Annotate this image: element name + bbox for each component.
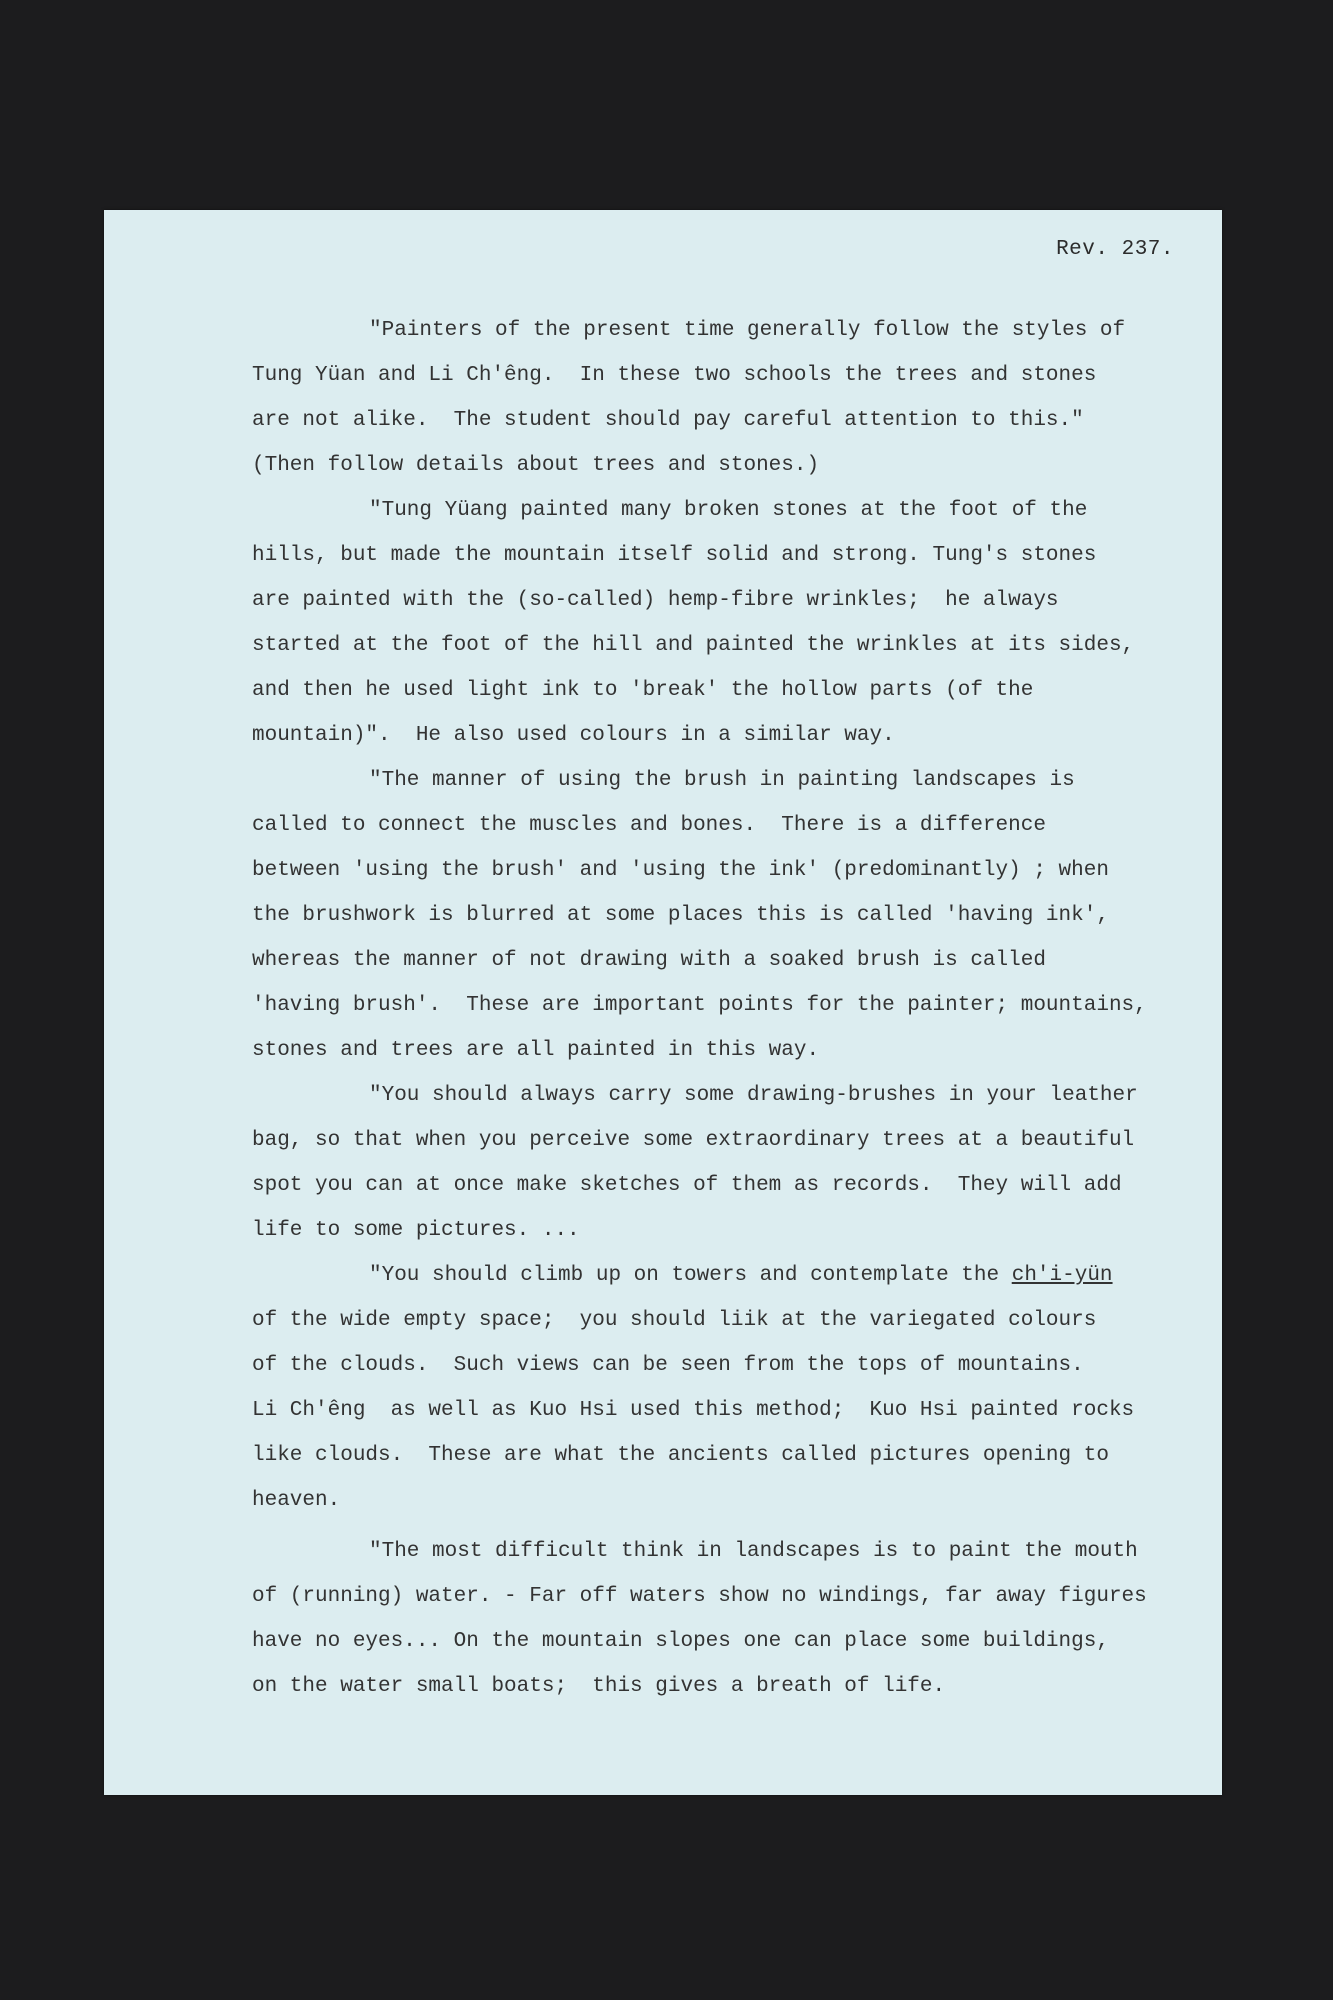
text-line: "You should always carry some drawing-brushes in your leather	[369, 1084, 1138, 1107]
text-line: of (running) water. - Far off waters show no windings, far away figures	[252, 1585, 1147, 1608]
text-line: heaven.	[252, 1489, 341, 1512]
paragraph	[252, 758, 1212, 1073]
paragraph	[252, 1253, 1212, 1523]
paragraph	[252, 1073, 1212, 1253]
text-line: Li Ch'êng as well as Kuo Hsi used this method; Kuo Hsi painted rocks	[252, 1399, 1135, 1422]
underlined-term: ch'i-yün	[1011, 1264, 1113, 1287]
text-line: between 'using the brush' and 'using the ink' (predominantly) ; when	[252, 859, 1109, 882]
text-line: life to some pictures. ...	[252, 1219, 580, 1242]
text-line: 'having brush'. These are important points for the painter; mountains,	[252, 994, 1147, 1017]
body-text	[252, 308, 1212, 1709]
document-page	[104, 210, 1222, 1795]
text-line: are painted with the (so-called) hemp-fibre wrinkles; he always	[252, 589, 1059, 612]
text-line: (Then follow details about trees and stones.)	[252, 454, 820, 477]
paragraph	[252, 308, 1212, 488]
text-line: stones and trees are all painted in this way.	[252, 1039, 820, 1062]
text-line: called to connect the muscles and bones. There is a difference	[252, 814, 1046, 837]
text-line: hills, but made the mountain itself solid and strong. Tung's stones	[252, 544, 1097, 567]
paragraph	[252, 488, 1212, 758]
text-line: bag, so that when you perceive some extraordinary trees at a beautiful	[252, 1129, 1135, 1152]
paragraph	[252, 1529, 1212, 1709]
text-line: like clouds. These are what the ancients called pictures opening to	[252, 1444, 1109, 1467]
text-line: Tung Yüan and Li Ch'êng. In these two schools the trees and stones	[252, 364, 1097, 387]
text-line: on the water small boats; this gives a breath of life.	[252, 1675, 946, 1698]
text-line: started at the foot of the hill and painted the wrinkles at its sides,	[252, 634, 1135, 657]
text-line: "The manner of using the brush in painting landscapes is	[369, 769, 1075, 792]
text-line: the brushwork is blurred at some places this is called 'having ink',	[252, 904, 1109, 927]
text-line: whereas the manner of not drawing with a soaked brush is called	[252, 949, 1046, 972]
text-line: have no eyes... On the mountain slopes one can place some buildings,	[252, 1630, 1109, 1653]
text-line: of the clouds. Such views can be seen from the tops of mountains.	[252, 1354, 1084, 1377]
page-number: Rev. 237.	[1056, 238, 1174, 261]
text-line: of the wide empty space; you should liik at the variegated colours	[252, 1309, 1097, 1332]
text-line	[252, 1253, 1212, 1298]
text-line: are not alike. The student should pay careful attention to this."	[252, 409, 1084, 432]
text-line: mountain)". He also used colours in a similar way.	[252, 724, 895, 747]
text-line: and then he used light ink to 'break' the hollow parts (of the	[252, 679, 1034, 702]
text-line: spot you can at once make sketches of them as records. They will add	[252, 1174, 1122, 1197]
text-line: "Painters of the present time generally follow the styles of	[369, 319, 1126, 342]
text-line: "Tung Yüang painted many broken stones at the foot of the	[369, 499, 1088, 522]
text-line: "The most difficult think in landscapes is to paint the mouth	[369, 1540, 1138, 1563]
text-line-prefix: "You should climb up on towers and contemplate the	[369, 1264, 1012, 1287]
